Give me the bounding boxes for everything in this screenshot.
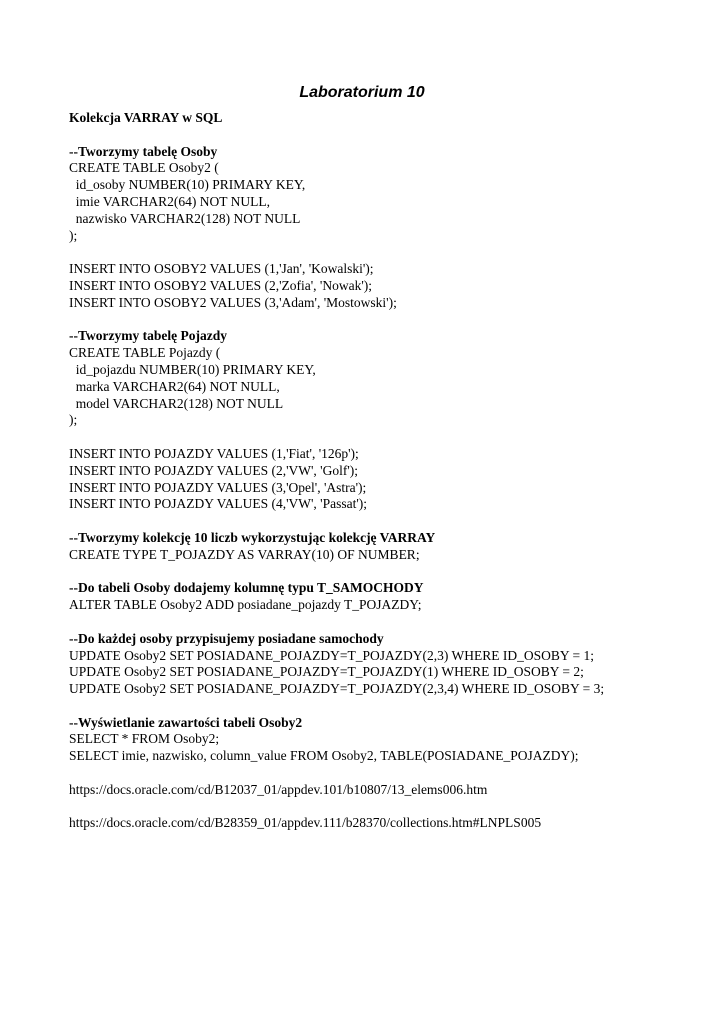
sql-line: );	[69, 227, 78, 243]
sql-line: SELECT * FROM Osoby2;	[69, 731, 220, 747]
sql-line: SELECT imie, nazwisko, column_value FROM Osoby2, TABLE(POSIADANE_POJAZDY);	[69, 748, 579, 764]
spacer	[69, 698, 709, 715]
sql-line: INSERT INTO POJAZDY VALUES (4,'VW', 'Passat');	[69, 496, 368, 512]
sql-comment: --Tworzymy tabelę Pojazdy	[69, 328, 227, 344]
spacer	[69, 244, 709, 261]
sql-line: imie VARCHAR2(64) NOT NULL,	[69, 193, 271, 209]
spacer	[69, 614, 709, 631]
sql-line: marka VARCHAR2(64) NOT NULL,	[69, 378, 280, 394]
sql-line: UPDATE Osoby2 SET POSIADANE_POJAZDY=T_POJAZDY(1) WHERE ID_OSOBY = 2;	[69, 664, 584, 680]
sql-line: ALTER TABLE Osoby2 ADD posiadane_pojazdy T_POJAZDY;	[69, 597, 422, 613]
sql-comment: --Do każdej osoby przypisujemy posiadane samochody	[69, 630, 384, 646]
sql-line: model VARCHAR2(128) NOT NULL	[69, 395, 284, 411]
sql-comment: --Tworzymy tabelę Osoby	[69, 143, 218, 159]
section-heading: Kolekcja VARRAY w SQL	[69, 110, 223, 125]
spacer	[69, 765, 709, 782]
sql-comment: --Do tabeli Osoby dodajemy kolumnę typu T_SAMOCHODY	[69, 580, 424, 596]
sql-line: UPDATE Osoby2 SET POSIADANE_POJAZDY=T_POJAZDY(2,3) WHERE ID_OSOBY = 1;	[69, 647, 594, 663]
sql-line: id_pojazdu NUMBER(10) PRIMARY KEY,	[69, 361, 316, 377]
sql-line: );	[69, 412, 78, 428]
sql-line: INSERT INTO POJAZDY VALUES (1,'Fiat', '126p');	[69, 445, 359, 461]
page-title: Laboratorium 10	[299, 84, 425, 101]
document-body	[69, 110, 709, 832]
reference-link[interactable]: https://docs.oracle.com/cd/B12037_01/appdev.101/b10807/13_elems006.htm	[69, 781, 488, 797]
sql-line: nazwisko VARCHAR2(128) NOT NULL	[69, 210, 301, 226]
sql-line: CREATE TYPE T_POJAZDY AS VARRAY(10) OF NUMBER;	[69, 546, 420, 562]
spacer	[69, 564, 709, 581]
sql-comment: --Tworzymy kolekcję 10 liczb wykorzystując kolekcję VARRAY	[69, 529, 436, 545]
sql-line: CREATE TABLE Osoby2 (	[69, 160, 219, 176]
spacer	[69, 127, 709, 144]
spacer	[69, 513, 709, 530]
sql-line: INSERT INTO POJAZDY VALUES (3,'Opel', 'Astra');	[69, 479, 367, 495]
reference-link[interactable]: https://docs.oracle.com/cd/B28359_01/appdev.111/b28370/collections.htm#LNPLS005	[69, 815, 542, 831]
spacer	[69, 429, 709, 446]
sql-line: CREATE TABLE Pojazdy (	[69, 345, 221, 361]
sql-line: INSERT INTO OSOBY2 VALUES (3,'Adam', 'Mostowski');	[69, 294, 397, 310]
spacer	[69, 312, 709, 329]
sql-line: id_osoby NUMBER(10) PRIMARY KEY,	[69, 177, 306, 193]
sql-line: UPDATE Osoby2 SET POSIADANE_POJAZDY=T_POJAZDY(2,3,4) WHERE ID_OSOBY = 3;	[69, 681, 605, 697]
sql-line: INSERT INTO POJAZDY VALUES (2,'VW', 'Golf');	[69, 462, 359, 478]
sql-comment: --Wyświetlanie zawartości tabeli Osoby2	[69, 714, 303, 730]
spacer	[69, 799, 709, 816]
sql-line: INSERT INTO OSOBY2 VALUES (1,'Jan', 'Kowalski');	[69, 261, 374, 277]
sql-line: INSERT INTO OSOBY2 VALUES (2,'Zofia', 'Nowak');	[69, 277, 373, 293]
